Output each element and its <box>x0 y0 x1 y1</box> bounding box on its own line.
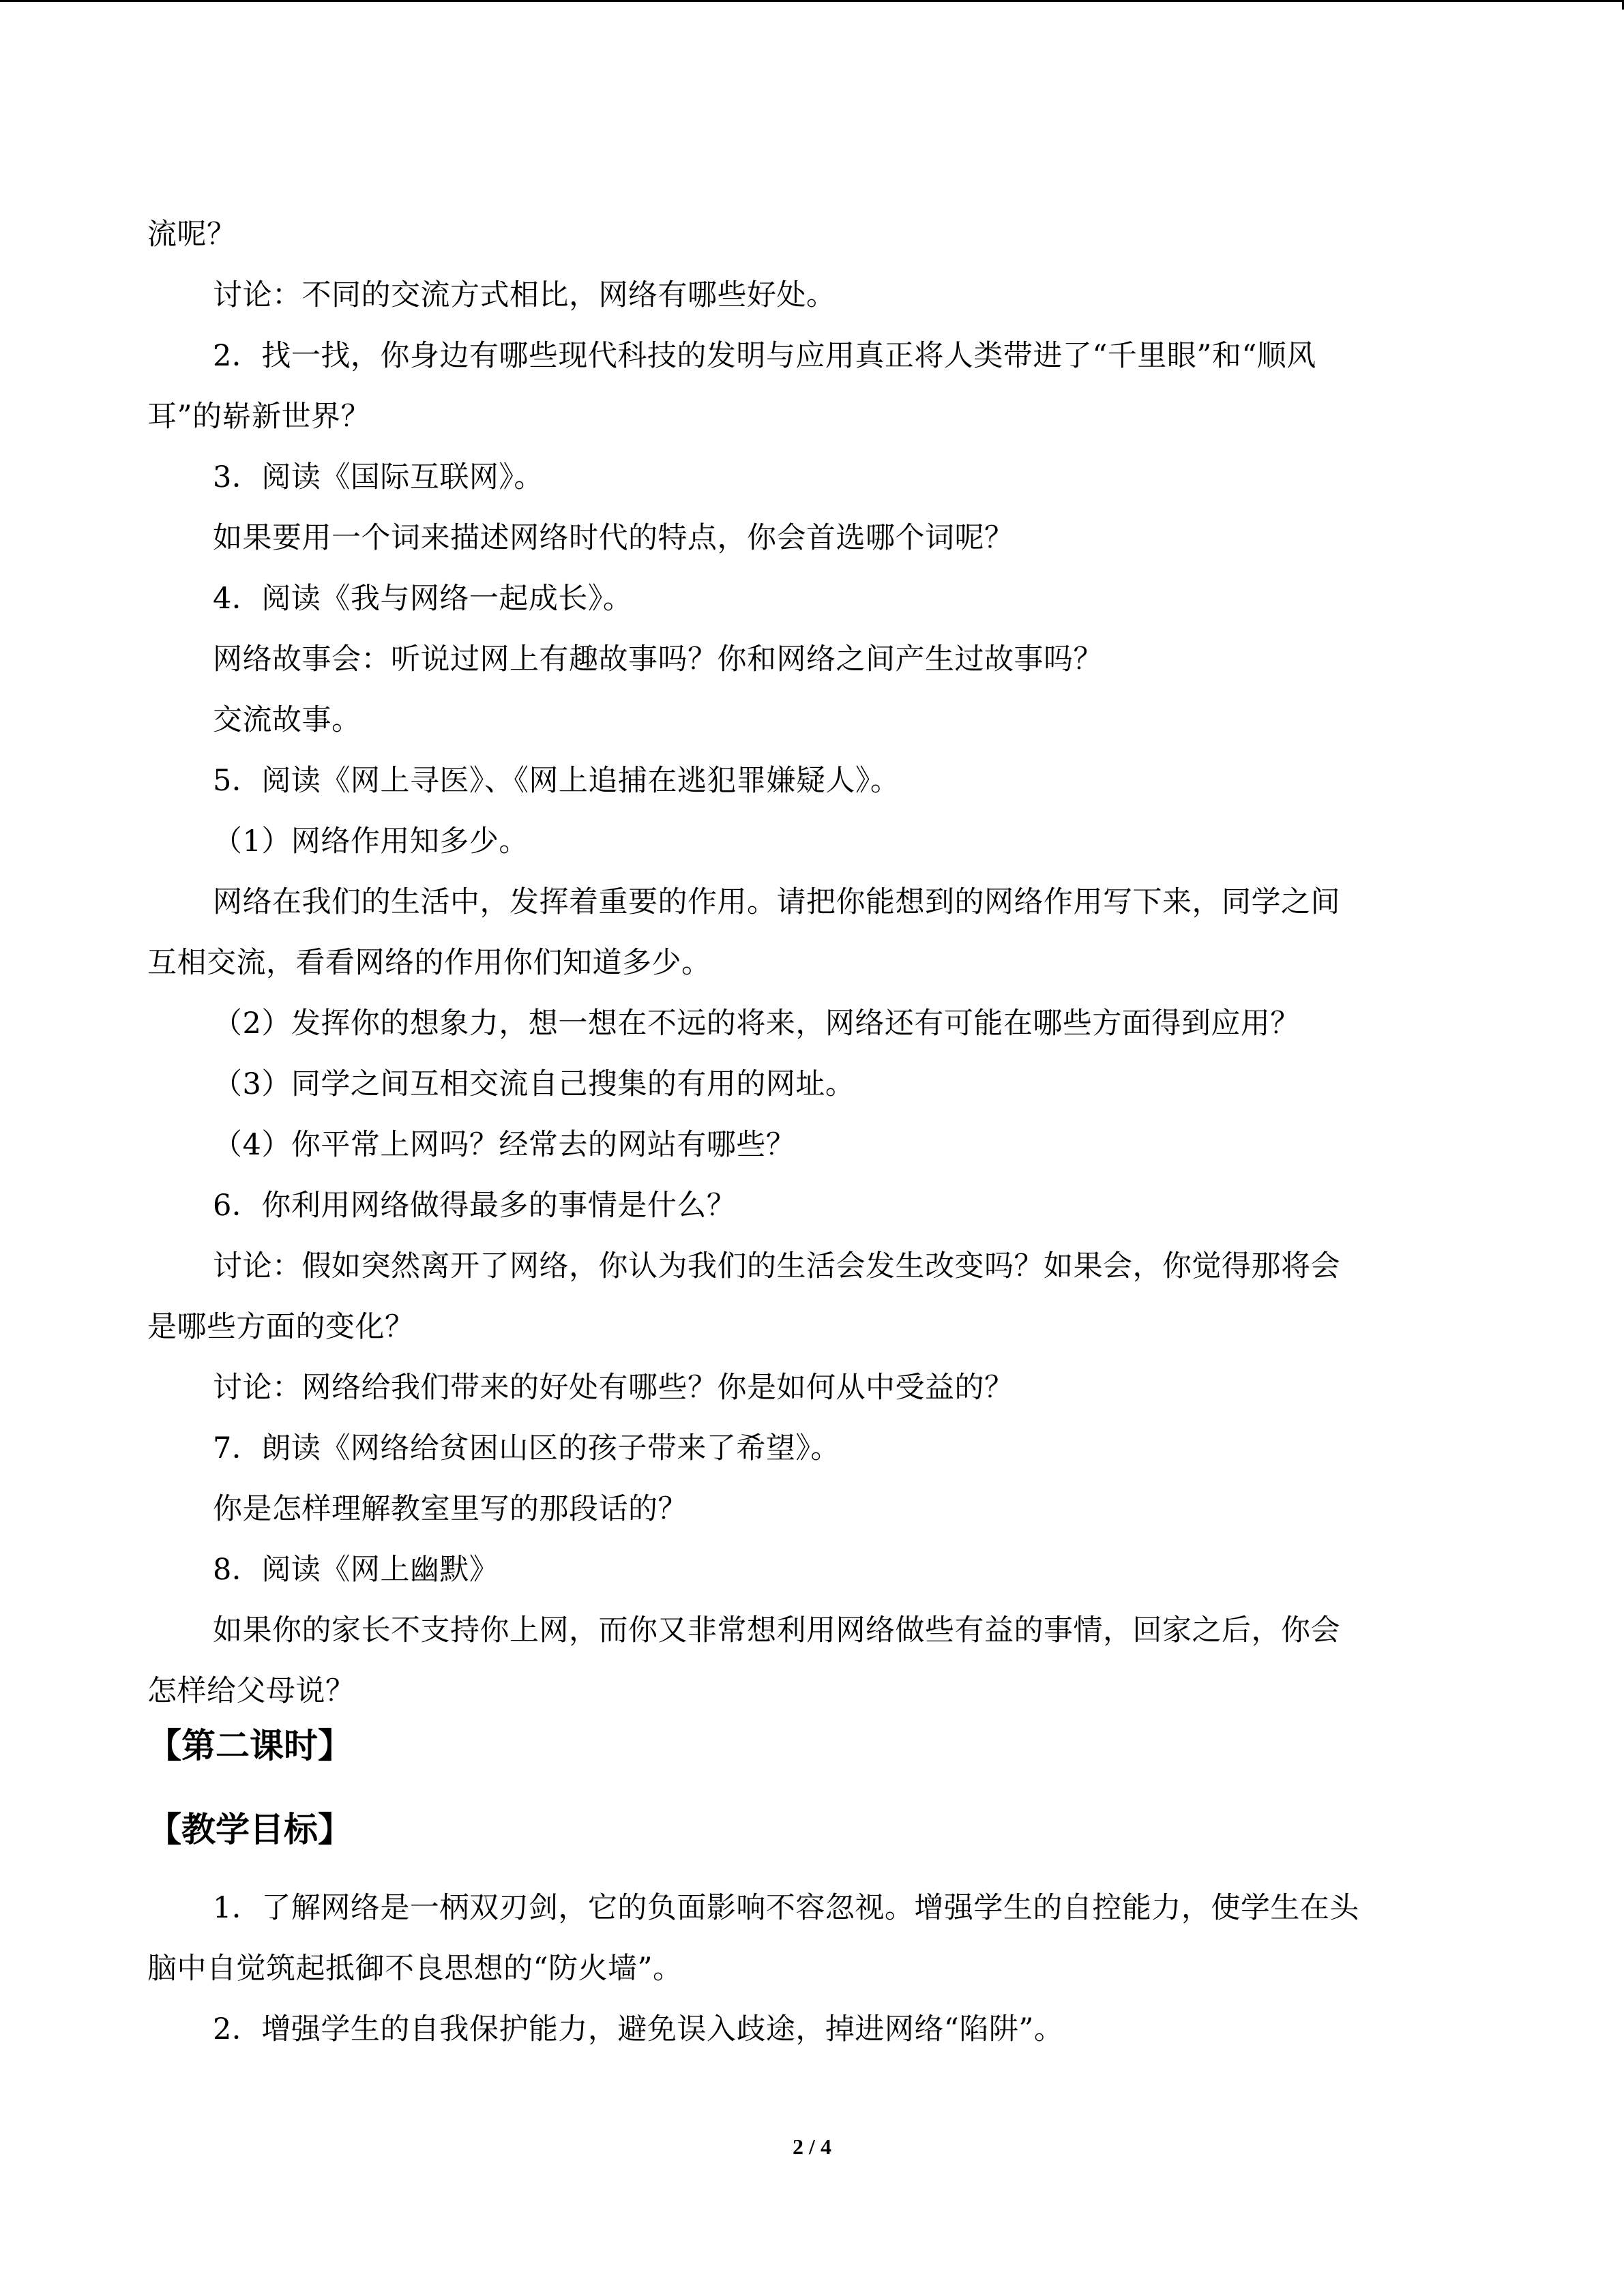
text-line: 是哪些方面的变化？ <box>147 1310 415 1344</box>
text-line: 你是怎样理解教室里写的那段话的？ <box>213 1492 688 1526</box>
body-text-section-1 <box>147 205 1464 1722</box>
text-line: 怎样给父母说？ <box>147 1674 355 1708</box>
text-line: 网络故事会：听说过网上有趣故事吗？你和网络之间产生过故事吗？ <box>213 642 1103 676</box>
section-heading-teaching-goals: 【教学目标】 <box>147 1810 352 1849</box>
text-line: 网络在我们的生活中，发挥着重要的作用。请把你能想到的网络作用写下来，同学之间 <box>213 885 1340 919</box>
text-line: 8．阅读《网上幽默》 <box>213 1553 499 1587</box>
text-line: 如果要用一个词来描述网络时代的特点，你会首选哪个词呢？ <box>213 521 1014 555</box>
text-line: （1）网络作用知多少。 <box>213 824 529 859</box>
text-line: （3）同学之间互相交流自己搜集的有用的网址。 <box>213 1067 855 1101</box>
text-line: 流呢？ <box>147 218 237 252</box>
text-line: （4）你平常上网吗？经常去的网站有哪些？ <box>213 1128 796 1162</box>
page-number: 2 / 4 <box>793 2134 831 2159</box>
section-heading-second-lesson: 【第二课时】 <box>147 1726 352 1765</box>
text-line: 5．阅读《网上寻医》、《网上追捕在逃犯罪嫌疑人》。 <box>213 764 900 798</box>
text-line: 3．阅读《国际互联网》。 <box>213 460 544 494</box>
text-line: 如果你的家长不支持你上网，而你又非常想利用网络做些有益的事情，回家之后，你会 <box>213 1613 1340 1648</box>
text-line: 7．朗读《网络给贫困山区的孩子带来了希望》。 <box>213 1431 840 1465</box>
top-border-line <box>0 0 1624 2</box>
text-line: 讨论：假如突然离开了网络，你认为我们的生活会发生改变吗？如果会，你觉得那将会 <box>213 1249 1340 1283</box>
body-text-section-2 <box>147 1878 1464 2060</box>
text-line: 讨论：网络给我们带来的好处有哪些？你是如何从中受益的？ <box>213 1371 1014 1405</box>
text-line: 4．阅读《我与网络一起成长》。 <box>213 582 633 616</box>
text-line: 互相交流，看看网络的作用你们知道多少。 <box>147 946 711 980</box>
text-line: 脑中自觉筑起抵御不良思想的“防火墙”。 <box>147 1952 683 1986</box>
text-line: 讨论：不同的交流方式相比，网络有哪些好处。 <box>213 278 836 312</box>
text-line: 2．找一找，你身边有哪些现代科技的发明与应用真正将人类带进了“千里眼”和“顺风 <box>213 339 1316 373</box>
text-line: （2）发挥你的想象力，想一想在不远的将来，网络还有可能在哪些方面得到应用？ <box>213 1007 1300 1041</box>
text-line: 耳”的崭新世界？ <box>147 400 370 434</box>
text-line: 2．增强学生的自我保护能力，避免误入歧途，掉进网络“陷阱”。 <box>213 2012 1064 2046</box>
text-line: 6．你利用网络做得最多的事情是什么？ <box>213 1189 737 1223</box>
text-line: 1．了解网络是一柄双刃剑，它的负面影响不容忽视。增强学生的自控能力，使学生在头 <box>213 1891 1359 1925</box>
text-line: 交流故事。 <box>213 703 361 737</box>
